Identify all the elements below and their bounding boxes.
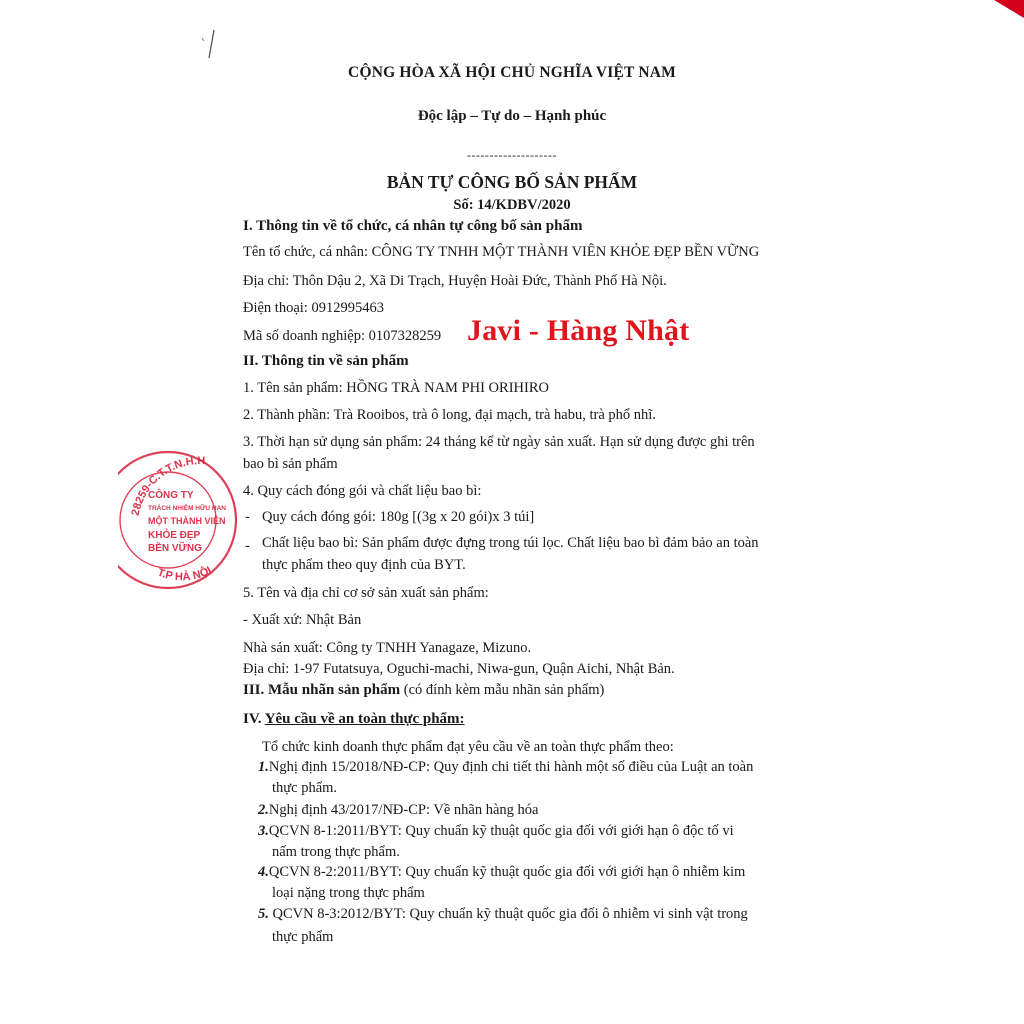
section3-line — [243, 682, 604, 699]
regulation-text: QCVN 8-1:2011/BYT: Quy chuẩn kỹ thuật quốc gia đối với giới hạn ô độc tố vi — [268, 823, 734, 839]
section1-heading: I. Thông tin về tổ chức, cá nhân tự công bố sản phẩm — [243, 218, 583, 234]
shelf-life-line1: 3. Thời hạn sử dụng sản phẩm: 24 tháng kể từ ngày sản xuất. Hạn sử dụng được ghi trên — [243, 434, 755, 450]
origin: - Xuất xứ: Nhật Bản — [243, 612, 362, 628]
svg-text:T.P HÀ NỘI: T.P HÀ NỘI — [155, 564, 214, 584]
svg-text:BỀN VỮNG: BỀN VỮNG — [148, 543, 202, 554]
svg-text:MỘT THÀNH VIÊN: MỘT THÀNH VIÊN — [148, 516, 226, 526]
org-phone: Điện thoại: 0912995463 — [243, 300, 384, 316]
country-heading: CỘNG HÒA XÃ HỘI CHỦ NGHĨA VIỆT NAM — [348, 64, 676, 81]
bullet-dash: - — [245, 509, 250, 525]
svg-text:KHỎE ĐẸP: KHỎE ĐẸP — [148, 530, 201, 541]
document-title: BẢN TỰ CÔNG BỐ SẢN PHẨM — [386, 172, 638, 192]
shelf-life-line2: bao bì sản phẩm — [243, 456, 338, 472]
material-line2: thực phẩm theo quy định của BYT. — [262, 557, 466, 573]
company-seal-icon — [118, 440, 238, 600]
org-name: Tên tổ chức, cá nhân: CÔNG TY TNHH MỘT THÀNH VIÊN KHỎE ĐẸP BỀN VỮNG — [243, 244, 760, 260]
svg-text:28259-C.T.T.N.H.H: 28259-C.T.T.N.H.H — [129, 455, 206, 517]
regulation-item-4 — [258, 864, 745, 881]
document-number: Số: 14/KDBV/2020 — [453, 197, 571, 213]
regulation-text: Nghị định 43/2017/NĐ-CP: Về nhãn hàng hóa — [268, 802, 539, 818]
manufacturer-heading: 5. Tên và địa chỉ cơ sở sản xuất sản phẩm: — [243, 585, 489, 601]
tax-code: Mã số doanh nghiệp: 0107328259 — [243, 328, 442, 344]
regulation-text: QCVN 8-2:2011/BYT: Quy chuẩn kỹ thuật quốc gia đối với giới hạn ô nhiễm kim — [268, 864, 746, 880]
pen-mark-icon — [198, 28, 222, 62]
section4-intro: Tổ chức kinh doanh thực phẩm đạt yêu cầu về an toàn thực phẩm theo: — [262, 739, 674, 755]
product-name: 1. Tên sản phẩm: HỒNG TRÀ NAM PHI ORIHIRO — [243, 380, 549, 396]
regulation-item-3-cont: nấm trong thực phẩm. — [272, 844, 400, 860]
product-ingredients: 2. Thành phần: Trà Rooibos, trà ô long, đại mạch, trà habu, trà phổ nhĩ. — [243, 407, 656, 423]
pack-spec: Quy cách đóng gói: 180g [(3g x 20 gói)x 3 túi] — [262, 509, 535, 525]
regulation-number: 1. — [258, 759, 269, 775]
regulation-number: 3. — [258, 823, 269, 839]
motto: Độc lập – Tự do – Hạnh phúc — [417, 108, 607, 124]
section4-prefix: IV. — [243, 711, 265, 727]
material-line1: Chất liệu bao bì: Sản phẩm được đựng trong túi lọc. Chất liệu bao bì đảm bảo an toàn — [262, 535, 759, 551]
regulation-text: QCVN 8-3:2012/BYT: Quy chuẩn kỹ thuật quốc gia đối ô nhiễm vi sinh vật trong — [268, 906, 748, 922]
bullet-dash: - — [245, 538, 250, 554]
regulation-item-5-cont: thực phẩm — [272, 929, 334, 945]
regulation-text: Nghị định 15/2018/NĐ-CP: Quy định chi tiết thi hành một số điều của Luật an toàn — [268, 759, 754, 775]
section2-heading: II. Thông tin về sản phẩm — [243, 353, 409, 369]
section3-heading: III. Mẫu nhãn sản phẩm — [243, 682, 401, 698]
regulation-item-4-cont: loại nặng trong thực phẩm — [272, 885, 425, 901]
org-address: Địa chỉ: Thôn Dậu 2, Xã Di Trạch, Huyện Hoài Đức, Thành Phố Hà Nội. — [243, 273, 667, 289]
corner-red-mark — [994, 0, 1024, 18]
regulation-item-1 — [258, 759, 753, 776]
regulation-item-2 — [258, 802, 538, 819]
regulation-number: 2. — [258, 802, 269, 818]
section4-heading: Yêu cầu về an toàn thực phẩm: — [264, 711, 465, 727]
watermark-text: Javi - Hàng Nhật — [467, 314, 690, 347]
regulation-number: 4. — [258, 864, 269, 880]
section4-heading-line — [243, 711, 465, 728]
svg-text:CÔNG TY: CÔNG TY — [148, 490, 194, 501]
separator-line: -------------------- — [467, 148, 557, 162]
packaging-heading: 4. Quy cách đóng gói và chất liệu bao bì: — [243, 483, 482, 499]
svg-text:TRÁCH NHIỆM HỮU HẠN: TRÁCH NHIỆM HỮU HẠN — [148, 505, 226, 512]
regulation-item-1-cont: thực phẩm. — [272, 780, 338, 796]
manufacturer-name: Nhà sản xuất: Công ty TNHH Yanagaze, Mizuno. — [243, 640, 532, 656]
regulation-number: 5. — [258, 906, 269, 922]
regulation-item-5 — [258, 906, 748, 923]
manufacturer-address: Địa chỉ: 1-97 Futatsuya, Oguchi-machi, Niwa-gun, Quận Aichi, Nhật Bản. — [243, 661, 675, 677]
regulation-item-3 — [258, 823, 734, 840]
section3-note: (có đính kèm mẫu nhãn sản phẩm) — [400, 682, 605, 698]
